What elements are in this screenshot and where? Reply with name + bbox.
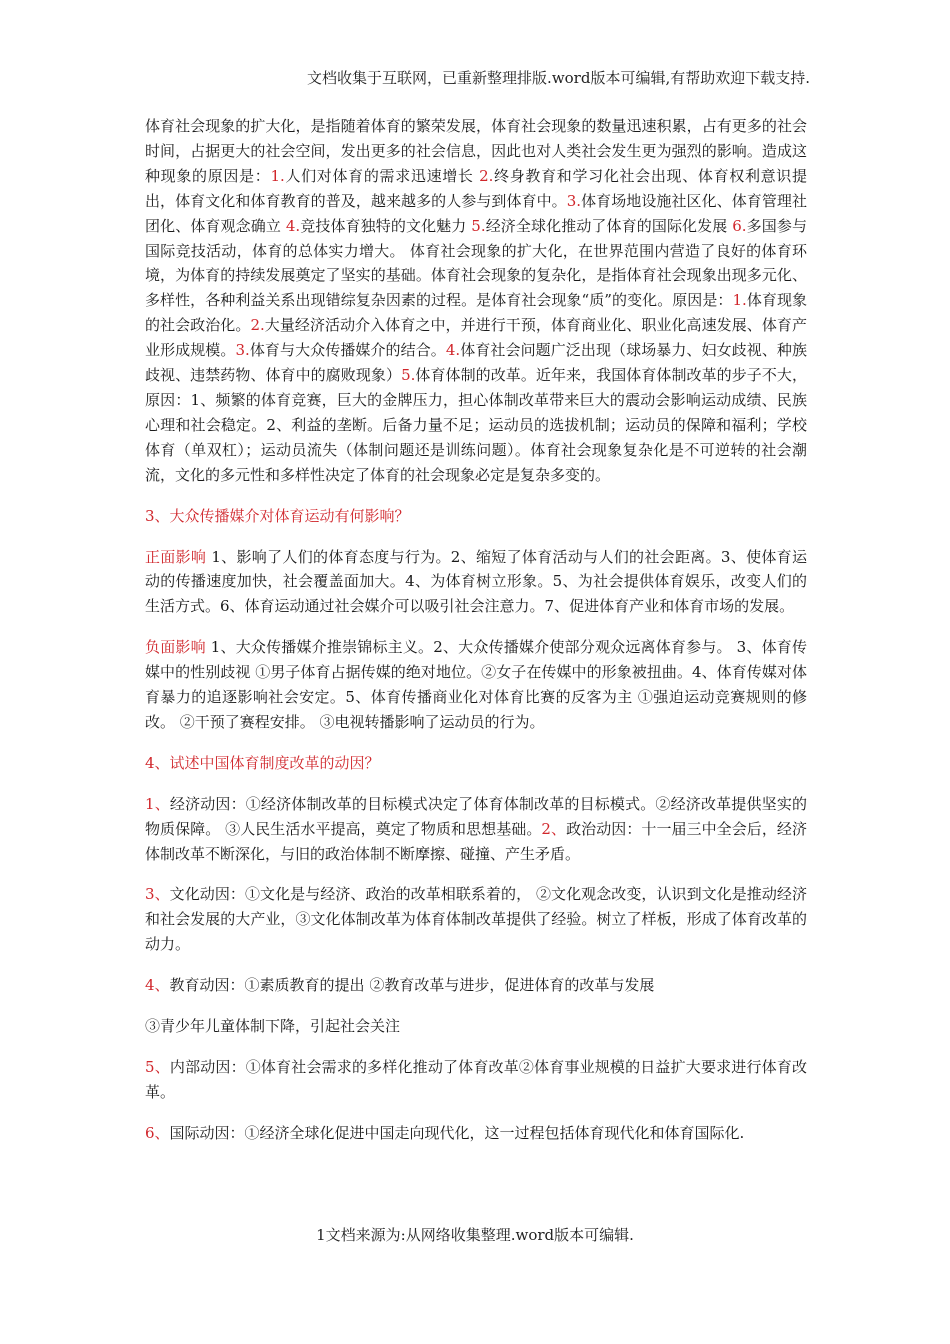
negative-impact-label: 负面影响 <box>145 638 206 657</box>
international-number: 6、 <box>145 1123 170 1142</box>
paragraph-text: 体育与大众传播媒介的结合。 <box>249 341 446 360</box>
education-paragraph-cont: ③青少年儿童体制下降，引起社会关注 <box>145 1017 401 1036</box>
education-paragraph <box>145 973 807 998</box>
positive-impact-paragraph <box>145 545 807 620</box>
education-text: 教育动因：①素质教育的提出 ②教育改革与进步，促进体育的改革与发展 <box>169 976 655 995</box>
economic-political-paragraph <box>145 792 807 867</box>
paragraph-number: 3. <box>566 191 582 210</box>
paragraph-number: 5. <box>401 366 416 385</box>
page-header: 文档收集于互联网，已重新整理排版.word版本可编辑,有帮助欢迎下载支持. <box>307 69 810 87</box>
paragraph-number: 6. <box>732 216 747 235</box>
paragraph-number: 5. <box>471 216 486 235</box>
question-4-heading: 4、试述中国体育制度改革的动因？ <box>145 753 380 772</box>
negative-impact-paragraph <box>145 635 807 735</box>
cultural-text: 文化动因：①文化是与经济、政治的改革相联系着的， ②文化观念改变，认识到文化是推动经济和社会发展的大产业，③文化体制改革为体育体制改革提供了经验。树立了样板，形成了体育改革的动力。 <box>145 885 807 954</box>
positive-impact-text: 1、影响了人们的体育态度与行为。2、缩短了体育活动与人们的社会距离。3、使体育运动的传播速度加快，社会覆盖面加大。4、为体育树立形象。5、为社会提供体育娱乐，改变人们的生活方式。6、体育运动通过社会媒介可以吸引社会注意力。7、促进体育产业和体育市场的发展。 <box>145 547 807 616</box>
paragraph-text: 大量经济活动介入体育之中，并进行干预，体育商业化、职业化高速发展、体育产业形成规模。 <box>145 316 807 360</box>
paragraph-number: 2. <box>250 316 265 335</box>
paragraph-social-phenomena <box>145 114 807 488</box>
cultural-number: 3、 <box>145 885 170 904</box>
paragraph-number: 2. <box>479 166 494 185</box>
positive-impact-label: 正面影响 <box>145 547 207 566</box>
paragraph-text: 多国参与国际竞技活动，体育的总体实力增大。 体育社会现象的扩大化，在世界范围内营造了良好的体育环境，为体育的持续发展奠定了坚实的基础。体育社会现象的复杂化，是指体育社会现象出现多元化、多样性，各种利益关系出现错综复杂因素的过程。是体育社会现象“质”的变化。原因是： <box>145 216 807 310</box>
internal-paragraph <box>145 1055 807 1105</box>
paragraph-number: 1. <box>270 166 285 185</box>
international-paragraph <box>145 1121 807 1146</box>
paragraph-number: 1. <box>732 291 747 310</box>
political-number: 2、 <box>541 819 567 838</box>
paragraph-text: 竞技体育独特的文化魅力 <box>300 216 472 235</box>
paragraph-text: 体育场地设施社区化、体育管理社团化、体育观念确立 <box>145 191 807 235</box>
page-footer: 1文档来源为:从网络收集整理.word版本可编辑. <box>316 1226 634 1244</box>
economic-text: 经济动因：①经济体制改革的目标模式决定了体育体制改革的目标模式。②经济改革提供坚实的物质保障。 ③人民生活水平提高，奠定了物质和思想基础。 <box>145 794 807 838</box>
paragraph-number: 4. <box>285 216 301 235</box>
paragraph-text: 终身教育和学习化社会出现、体育权利意识提出，体育文化和体育教育的普及，越来越多的人参与到体育中。 <box>145 166 807 210</box>
political-text: 政治动因：十一届三中全会后，经济体制改革不断深化，与旧的政治体制不断摩擦、碰撞、产生矛盾。 <box>145 819 807 863</box>
paragraph-text: 经济全球化推动了体育的国际化发展 <box>485 216 733 235</box>
negative-impact-text: 1、大众传播媒介推崇锦标主义。2、大众传播媒介使部分观众远离体育参与。 3、体育传媒中的性别歧视 ①男子体育占据传媒的绝对地位。②女子在传媒中的形象被扭曲。4、体育传媒对体育暴力的追逐影响社会安定。5、体育传播商业化对体育比赛的反客为主 ①强迫运动竞赛规则的修改。 ②干预了赛程安排。 ③电视转播影响了运动员的行为。 <box>145 638 807 731</box>
internal-number: 5、 <box>145 1058 170 1076</box>
paragraph-text: 体育现象的社会政治化。 <box>145 291 807 335</box>
paragraph-text: 人们对体育的需求迅速增长 <box>284 166 480 185</box>
paragraph-text: 体育社会问题广泛出现（球场暴力、妇女歧视、种族歧视、违禁药物、体育中的腐败现象） <box>145 341 807 385</box>
education-number: 4、 <box>145 976 170 995</box>
internal-text: 内部动因：①体育社会需求的多样化推动了体育改革②体育事业规模的日益扩大要求进行体育改革。 <box>145 1058 807 1101</box>
economic-number: 1、 <box>145 794 170 813</box>
paragraph-text: 体育体制的改革。近年来，我国体育体制改革的步子不大，原因：1、频繁的体育竞赛，巨大的金牌压力，担心体制改革带来巨大的震动会影响运动成绩、民族心理和社会稳定。2、利益的垄断。后备力量不足；运动员的选拔机制；运动员的保障和福利；学校体育（单双杠）；运动员流失（体制问题还是训练问题）。体育社会现象复杂化是不可逆转的社会潮流，文化的多元性和多样性决定了体育的社会现象必定是复杂多变的。 <box>145 366 807 484</box>
paragraph-text: 体育社会现象的扩大化，是指随着体育的繁荣发展，体育社会现象的数量迅速积累，占有更多的社会时间，占据更大的社会空间，发出更多的社会信息，因此也对人类社会发生更为强烈的影响。造成这种现象的原因是： <box>145 117 807 185</box>
document-body <box>145 114 807 1146</box>
paragraph-number: 4. <box>445 341 461 360</box>
paragraph-number: 3. <box>235 341 250 360</box>
international-text: 国际动因：①经济全球化促进中国走向现代化，这一过程包括体育现代化和体育国际化. <box>169 1123 745 1142</box>
question-3-heading: 3、大众传播媒介对体育运动有何影响？ <box>145 506 410 525</box>
cultural-paragraph <box>145 882 807 957</box>
